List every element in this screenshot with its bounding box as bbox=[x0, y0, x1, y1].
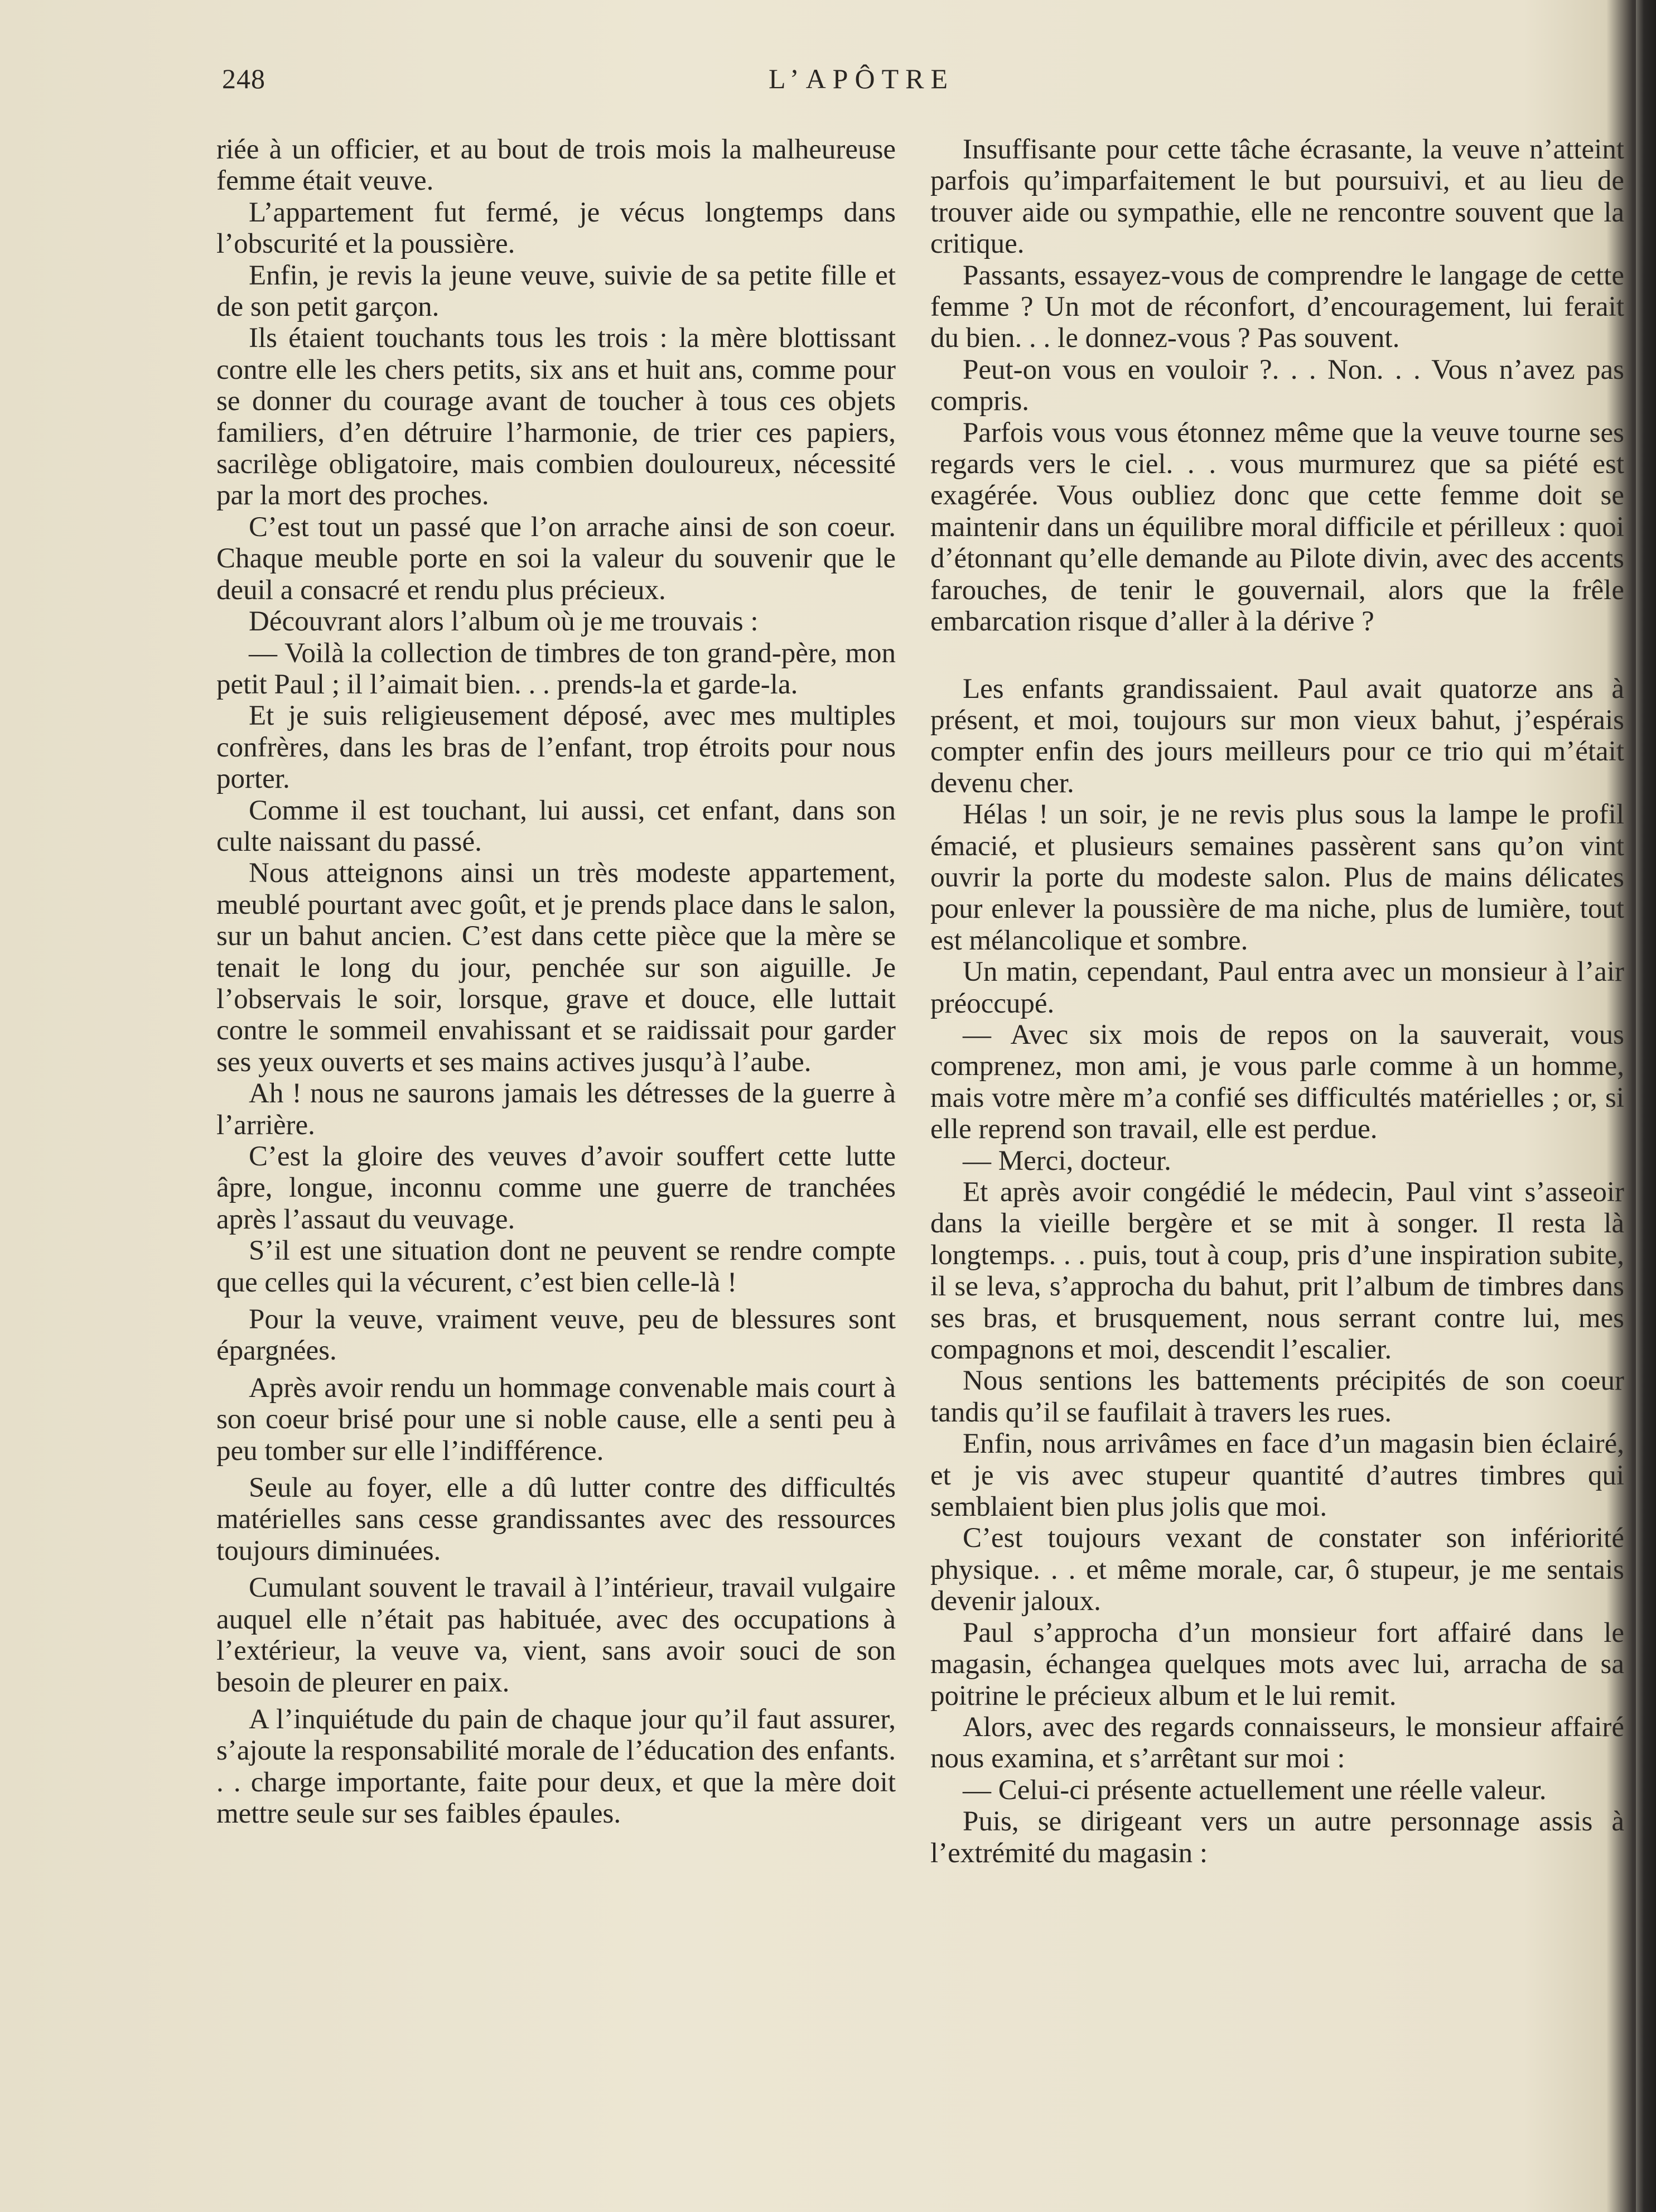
paragraph: Les enfants grandissaient. Paul avait quatorze ans à présent, et moi, toujours sur mon vieux bahut, j’espérais compter enfin des jours meilleurs pour ce trio qui m’était devenu cher. bbox=[930, 673, 1624, 799]
left-column bbox=[216, 134, 896, 1830]
paragraph: Et après avoir congédié le médecin, Paul vint s’asseoir dans la vieille bergère et se mit à songer. Il resta là longtemps. . . puis, tout à coup, pris d’une inspiration subite, il se leva, s’approcha du bahut, prit l’album de timbres dans ses bras, et brusquement, nous serrant contre lui, mes compagnons et moi, descendit l’escalier. bbox=[930, 1177, 1624, 1366]
paragraph: Et je suis religieusement déposé, avec mes multiples confrères, dans les bras de l’enfant, trop étroits pour nous porter. bbox=[216, 700, 896, 795]
paragraph: Insuffisante pour cette tâche écrasante, la veuve n’atteint parfois qu’imparfaitement le but poursuivi, et au lieu de trouver aide ou sympathie, elle ne rencontre souvent que la critique. bbox=[930, 134, 1624, 260]
section-break bbox=[930, 638, 1624, 673]
paragraph: Enfin, nous arrivâmes en face d’un magasin bien éclairé, et je vis avec stupeur quantité d’autres timbres qui semblaient bien plus jolis que moi. bbox=[930, 1428, 1624, 1523]
book-binding-edge bbox=[1636, 0, 1656, 2212]
paragraph: riée à un officier, et au bout de trois mois la malheureuse femme était veuve. bbox=[216, 134, 896, 197]
paragraph: Alors, avec des regards connaisseurs, le monsieur affairé nous examina, et s’arrêtant sur moi : bbox=[930, 1711, 1624, 1775]
paragraph: Hélas ! un soir, je ne revis plus sous la lampe le profil émacié, et plusieurs semaines passèrent sans qu’on vint ouvrir la porte du modeste salon. Plus de mains délicates pour enlever la poussière de ma niche, plus de lumière, tout est mélancolique et sombre. bbox=[930, 799, 1624, 956]
paragraph: Pour la veuve, vraiment veuve, peu de blessures sont épargnées. bbox=[216, 1304, 896, 1367]
paragraph: — Voilà la collection de timbres de ton grand-père, mon petit Paul ; il l’aimait bien. . . prends-la et garde-la. bbox=[216, 637, 896, 700]
paragraph: Découvrant alors l’album où je me trouvais : bbox=[249, 606, 759, 638]
paragraph: L’appartement fut fermé, je vécus longtemps dans l’obscurité et la poussière. bbox=[216, 196, 896, 260]
paragraph: Cumulant souvent le travail à l’intérieur, travail vulgaire auquel elle n’était pas habituée, avec des occupations à l’extérieur, la veuve va, vient, sans avoir souci de son besoin de pleurer en paix. bbox=[216, 1572, 896, 1698]
paragraph: Passants, essayez-vous de comprendre le langage de cette femme ? Un mot de réconfort, d’encouragement, lui ferait du bien. . . le donnez-vous ? Pas souvent. bbox=[930, 259, 1624, 354]
paragraph: Un matin, cependant, Paul entra avec un monsieur à l’air préoccupé. bbox=[930, 956, 1624, 1019]
paragraph: — Merci, docteur. bbox=[963, 1145, 1171, 1177]
paragraph: Ah ! nous ne saurons jamais les détresses de la guerre à l’arrière. bbox=[216, 1078, 896, 1141]
paragraph: Enfin, je revis la jeune veuve, suivie de sa petite fille et de son petit garçon. bbox=[216, 259, 896, 323]
right-column bbox=[930, 134, 1624, 1869]
paragraph: Peut-on vous en vouloir ?. . . Non. . . Vous n’avez pas compris. bbox=[930, 354, 1624, 417]
paragraph: Nous atteignons ainsi un très modeste appartement, meublé pourtant avec goût, et je prends place dans le salon, sur un bahut ancien. C’est dans cette pièce que la mère se tenait le long du jour, penchée sur son aiguille. Je l’observais le soir, lorsque, grave et douce, elle luttait contre le sommeil envahissant et se raidissait pour garder ses yeux ouverts et ses mains actives jusqu’à l’aube. bbox=[216, 857, 896, 1078]
paragraph: Paul s’approcha d’un monsieur fort affairé dans le magasin, échangea quelques mots avec lui, arracha de sa poitrine le précieux album et le lui remit. bbox=[930, 1617, 1624, 1712]
paragraph: Seule au foyer, elle a dû lutter contre des difficultés matérielles sans cesse grandissantes avec des ressources toujours diminuées. bbox=[216, 1472, 896, 1567]
paragraph: — Celui-ci présente actuellement une réelle valeur. bbox=[963, 1774, 1547, 1806]
paragraph: A l’inquiétude du pain de chaque jour qu’il faut assurer, s’ajoute la responsabilité morale de l’éducation des enfants. . . charge importante, faite pour deux, et que la mère doit mettre seule sur ses faibles épaules. bbox=[216, 1703, 896, 1830]
paragraph: C’est la gloire des veuves d’avoir souffert cette lutte âpre, longue, inconnu comme une guerre de tranchées après l’assaut du veuvage. bbox=[216, 1141, 896, 1235]
paragraph: S’il est une situation dont ne peuvent se rendre compte que celles qui la vécurent, c’est bien celle-là ! bbox=[216, 1235, 896, 1298]
paragraph: Puis, se dirigeant vers un autre personnage assis à l’extrémité du magasin : bbox=[930, 1806, 1624, 1869]
paragraph: Comme il est touchant, lui aussi, cet enfant, dans son culte naissant du passé. bbox=[216, 794, 896, 857]
paragraph: C’est tout un passé que l’on arrache ainsi de son coeur. Chaque meuble porte en soi la valeur du souvenir que le deuil a consacré et rendu plus précieux. bbox=[216, 511, 896, 606]
paragraph: Après avoir rendu un hommage convenable mais court à son coeur brisé pour une si noble cause, elle a senti peu à peu tomber sur elle l’indifférence. bbox=[216, 1372, 896, 1467]
running-title: L’APÔTRE bbox=[768, 63, 955, 94]
paragraph: Ils étaient touchants tous les trois : la mère blottissant contre elle les chers petits, six ans et huit ans, comme pour se donner du courage avant de toucher à tous ces objets familiers, d’en détruire l’harmonie, de trier ces papiers, sacrilège obligatoire, mais combien douloureux, nécessité par la mort des proches. bbox=[216, 322, 896, 512]
paragraph: Nous sentions les battements précipités de son coeur tandis qu’il se faufilait à travers les rues. bbox=[930, 1365, 1624, 1428]
page-number: 248 bbox=[222, 63, 265, 94]
paragraph: — Avec six mois de repos on la sauverait, vous comprenez, mon ami, je vous parle comme à un homme, mais votre mère m’a confié ses difficultés matérielles ; or, si elle reprend son travail, elle est perdue. bbox=[930, 1019, 1624, 1145]
paragraph: Parfois vous vous étonnez même que la veuve tourne ses regards vers le ciel. . . vous murmurez que sa piété est exagérée. Vous oubliez donc que cette femme doit se maintenir dans un équilibre moral difficile et périlleux : quoi d’étonnant qu’elle demande au Pilote divin, avec des accents farouches, de tenir le gouvernail, alors que la frêle embarcation risque d’aller à la dérive ? bbox=[930, 417, 1624, 638]
paragraph: C’est toujours vexant de constater son infériorité physique. . . et même morale, car, ô stupeur, je me sentais devenir jaloux. bbox=[930, 1522, 1624, 1617]
